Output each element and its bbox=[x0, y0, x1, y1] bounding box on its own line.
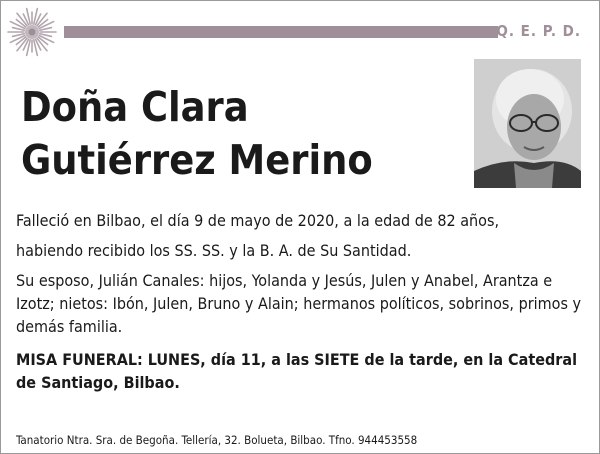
deceased-name bbox=[21, 81, 461, 187]
name-line-1: Doña Clara bbox=[21, 83, 249, 131]
header-bar bbox=[64, 26, 498, 38]
flower-ornament-icon bbox=[7, 7, 57, 57]
funeral-paragraph: MISA FUNERAL: LUNES, día 11, a las SIETE de la tarde, en la Catedral de Santiago, Bilbao. bbox=[16, 350, 578, 392]
name-line-2: Gutiérrez Merino bbox=[21, 136, 373, 184]
funeral-home-address: Tanatorio Ntra. Sra. de Begoña. Tellería, 32. Bolueta, Bilbao. Tfno. 944453558 bbox=[16, 433, 418, 447]
death-line-1: Falleció en Bilbao, el día 9 de mayo de 2020, a la edad de 82 años, bbox=[16, 211, 500, 230]
death-notice bbox=[16, 206, 586, 266]
death-line-2: habiendo recibido los SS. SS. y la B. A. de Su Santidad. bbox=[16, 241, 412, 260]
portrait-photo bbox=[474, 59, 581, 188]
qepd-label: Q. E. P. D. bbox=[496, 22, 581, 40]
family-paragraph: Su esposo, Julián Canales: hijos, Yolanda y Jesús, Julen y Anabel, Arantza e Izotz; nietos: Ibón, Julen, Bruno y Alain; hermanos políticos, sobrinos, primos y demás familia. bbox=[16, 271, 582, 336]
